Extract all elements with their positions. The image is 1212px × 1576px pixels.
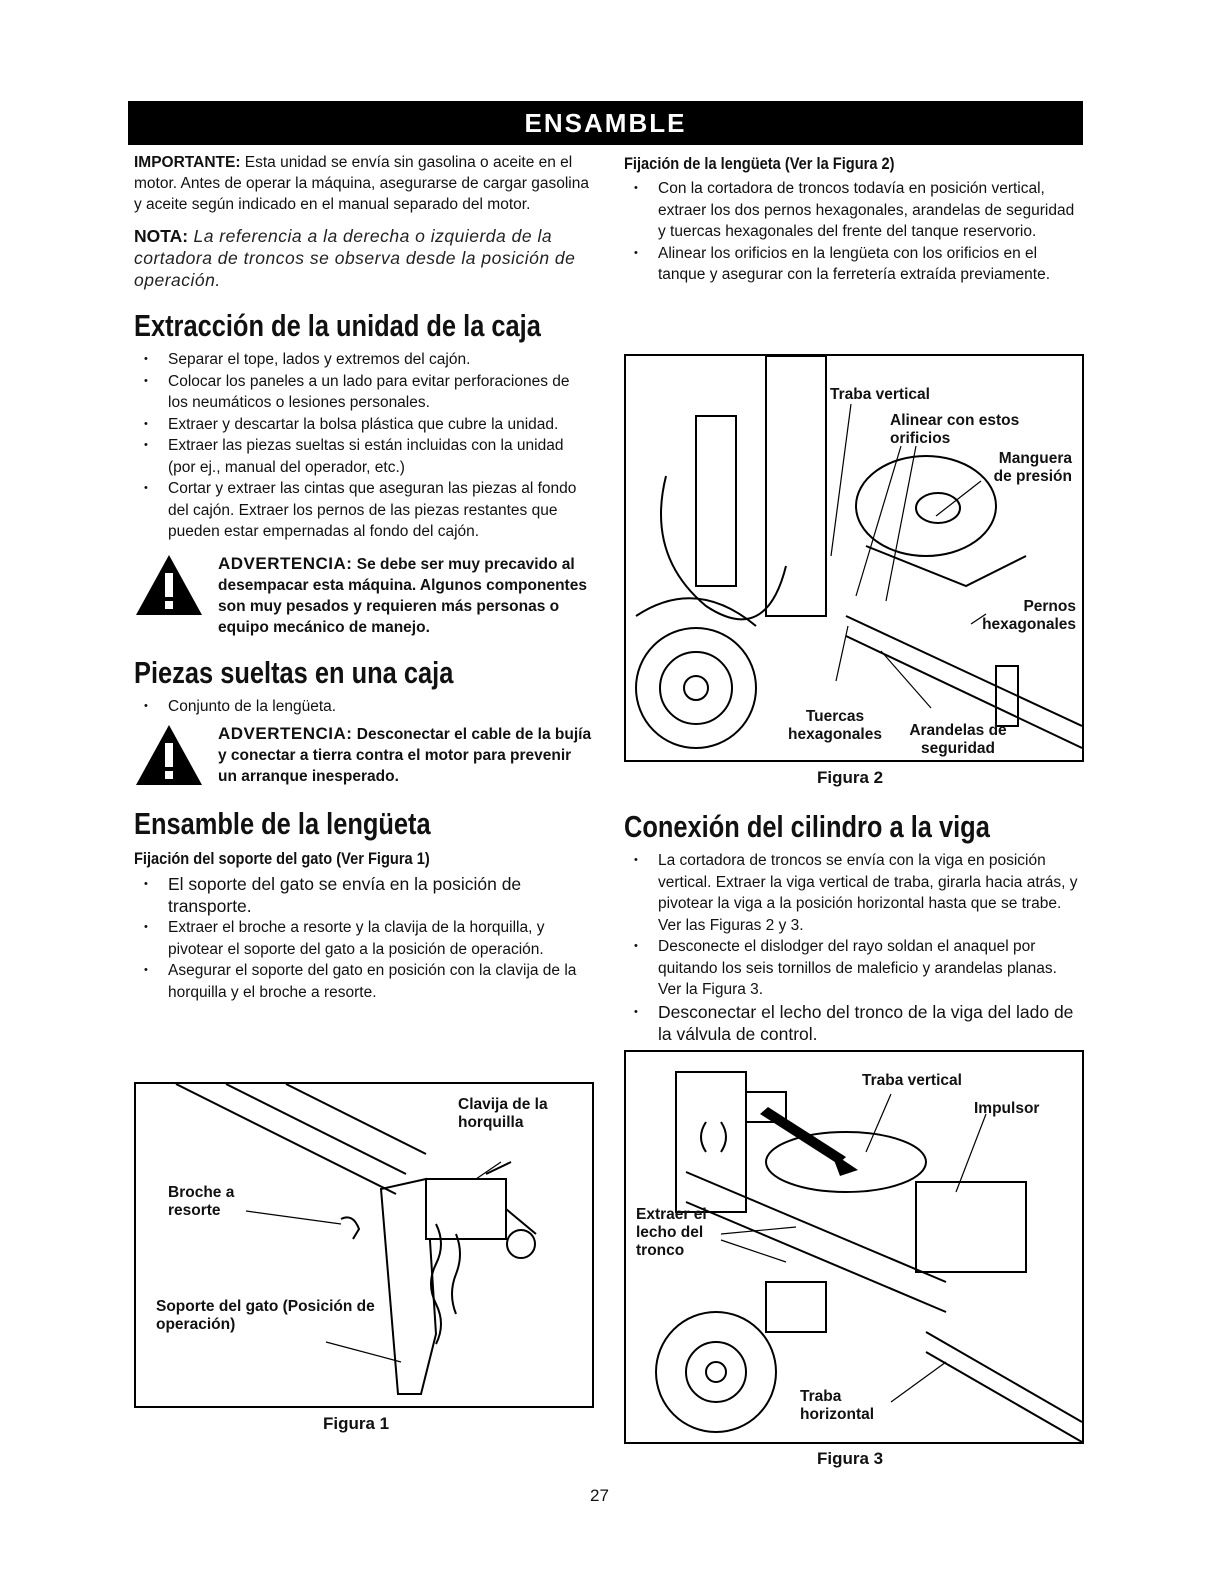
jack-stand-illustration [136,1084,592,1406]
conexion-list [624,850,1082,1045]
list-item: • Colocar los paneles a un lado para evitar perforaciones de los neumáticos o lesiones personales. [134,371,592,414]
callout-extraer: Extraer el lecho del tronco [636,1206,707,1259]
importante-text: Esta unidad se envía sin gasolina o aceite en el motor. Antes de operar la máquina, asegurarse de cargar gasolina y aceite según indicado en el manual separado del motor. [134,154,589,213]
extraccion-list [134,349,592,543]
fijacion-lengueta-subtitle: Fijación de la lengüeta (Ver la Figura 2) [624,154,895,173]
list-item: • Extraer el broche a resorte y la clavija de la horquilla, y pivotear el soporte del gato a la posición de operación. [134,917,592,960]
section-banner: ENSAMBLE [128,101,1083,145]
callout-alinear: Alinear con estos orificios [890,412,1020,447]
figure-3-caption: Figura 3 [817,1449,884,1468]
callout-pernos: Pernos hexagonales [982,598,1076,633]
extraccion-title: Extracción de la unidad de la caja [134,308,541,343]
list-item: • Conjunto de la lengüeta. [134,696,592,718]
callout-arandelas: Arandelas de seguridad [909,722,1007,757]
callout-traba-vertical: Traba vertical [830,386,930,403]
nota-text: La referencia a la derecha o izquierda de la cortadora de troncos se observa desde la posición de operación. [134,226,576,290]
warning-spark-plug [134,723,592,787]
piezas-list [134,696,592,718]
right-column [624,152,1082,286]
page-number: 27 [590,1486,609,1505]
callout-impulsor: Impulsor [974,1100,1040,1117]
conexion-title: Conexión del cilindro a la viga [624,809,990,844]
list-item: • Extraer las piezas sueltas si están incluidas con la unidad (por ej., manual del operador, etc.) [134,435,592,478]
piezas-title: Piezas sueltas en una caja [134,654,454,690]
callout-clavija: Clavija de la horquilla [458,1096,548,1131]
ensamble-title: Ensamble de la lengüeta [134,806,431,841]
fijacion-soporte-subtitle: Fijación del soporte del gato (Ver Figura 1) [134,849,430,868]
list-item: • Desconectar el lecho del tronco de la viga del lado de la válvula de control. [624,1001,1082,1045]
importante-label: IMPORTANTE: [134,154,241,171]
importante-paragraph [134,152,592,215]
list-item: • El soporte del gato se envía en la posición de transporte. [134,873,592,917]
list-item: • Asegurar el soporte del gato en posición con la clavija de la horquilla y el broche a resorte. [134,960,592,1003]
warning-triangle-icon [134,723,204,787]
warning-triangle-icon [134,553,204,617]
callout-traba-horizontal: Traba horizontal [800,1388,875,1423]
warning-label: ADVERTENCIA: [218,553,353,573]
nota-label: NOTA: [134,226,189,246]
figure-1-caption: Figura 1 [323,1414,390,1433]
list-item: • Separar el tope, lados y extremos del cajón. [134,349,592,371]
fijacion-lengueta-list [624,178,1082,286]
figure-2 [624,354,1084,762]
nota-paragraph [134,225,592,291]
callout-traba-vertical: Traba vertical [862,1072,962,1089]
callout-tuercas: Tuercas hexagonales [788,708,882,743]
figure-1 [134,1082,594,1408]
conexion-section [624,808,1082,1045]
callout-manguera: Manguera de presión [993,450,1072,485]
list-item: • Extraer y descartar la bolsa plástica que cubre la unidad. [134,414,592,436]
list-item: • Cortar y extraer las cintas que aseguran las piezas al fondo del cajón. Extraer los pernos de las piezas restantes que pueden estar empernadas al fondo del cajón. [134,478,592,543]
list-item: • La cortadora de troncos se envía con la viga en posición vertical. Extraer la viga vertical de traba, girarla hacia atrás, y pivotear la viga a la posición horizontal hasta que se trabe. Ver las Figuras 2 y 3. [624,850,1082,936]
list-item: • Alinear los orificios en la lengüeta con los orificios en el tanque y asegurar con la ferretería extraída previamente. [624,243,1082,286]
warning-text: Se debe ser muy precavido al desempacar esta máquina. Algunos componentes son muy pesados y requieren más personas o equipo mecánico de manejo. [218,555,587,636]
callout-broche: Broche a resorte [168,1184,235,1219]
figure-2-caption: Figura 2 [817,768,884,787]
warning-label: ADVERTENCIA: [218,724,353,743]
figure-3 [624,1050,1084,1444]
warning-unpacking [134,553,592,638]
callout-soporte: Soporte del gato (Posición de operación) [156,1298,375,1333]
list-item: • Con la cortadora de troncos todavía en posición vertical, extraer los dos pernos hexagonales, arandelas de seguridad y tuercas hexagonales del frente del tanque reservorio. [624,178,1082,243]
list-item: • Desconecte el dislodger del rayo soldan el anaquel por quitando los seis tornillos de maleficio y arandelas planas. Ver la Figura 3. [624,936,1082,1001]
fijacion-soporte-list [134,873,592,1003]
warning-text: Desconectar el cable de la bujía y conectar a tierra contra el motor para prevenir un arranque inesperado. [218,726,592,785]
left-column [134,152,592,1003]
